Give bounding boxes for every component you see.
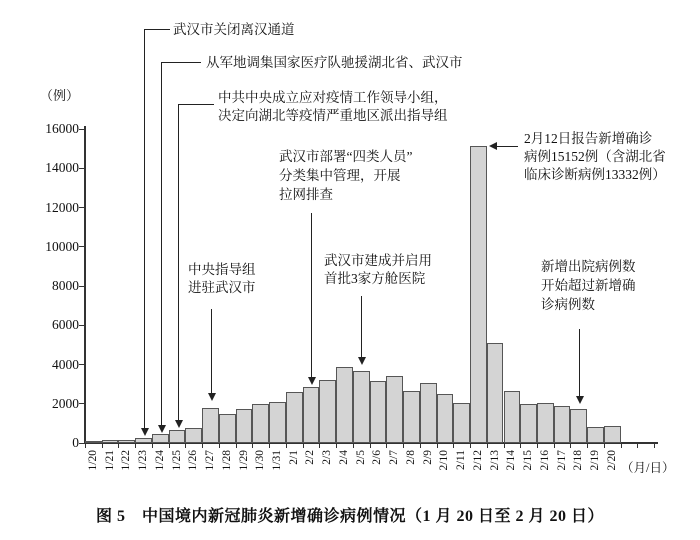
- bar-2/17: [554, 406, 571, 443]
- y-tick-label: 10000: [45, 238, 79, 254]
- x-tick-label-1/20: 1/20: [86, 450, 99, 471]
- x-tick-mark: [236, 443, 237, 448]
- annotation-connector-line: [361, 296, 362, 357]
- bar-2/5: [353, 371, 370, 443]
- x-tick-label-2/11: 2/11: [455, 450, 468, 471]
- bar-1/23: [135, 438, 152, 443]
- x-tick-mark: [353, 443, 354, 448]
- y-tick-label: 12000: [45, 199, 79, 215]
- x-tick-mark: [487, 443, 488, 448]
- x-tick-label-1/26: 1/26: [187, 450, 200, 471]
- x-tick-mark: [169, 443, 170, 448]
- x-tick-label-2/8: 2/8: [404, 450, 417, 465]
- bar-2/13: [487, 343, 504, 443]
- x-tick-label-2/15: 2/15: [522, 450, 535, 471]
- x-tick-label-1/23: 1/23: [137, 450, 150, 471]
- x-tick-mark: [470, 443, 471, 448]
- x-tick-mark: [621, 443, 622, 448]
- annotation-four-categories: 武汉市部署“四类人员” 分类集中管理，开展 拉网排查: [279, 149, 413, 202]
- figure-caption: 图 5 中国境内新冠肺炎新增确诊病例情况（1 月 20 日至 2 月 20 日）: [95, 508, 604, 525]
- x-tick-mark: [135, 443, 136, 448]
- x-tick-mark: [520, 443, 521, 448]
- x-tick-mark: [85, 443, 86, 448]
- annotation-medical-teams: 从军地调集国家医疗队驰援湖北省、武汉市: [206, 55, 463, 70]
- annotation-wuhan-lockdown: 武汉市关闭离汉通道: [173, 22, 295, 37]
- annotation-connector-line: [161, 62, 201, 63]
- x-tick-label-1/25: 1/25: [170, 450, 183, 471]
- y-tick-label: 0: [72, 435, 79, 450]
- x-tick-label-2/3: 2/3: [321, 450, 334, 465]
- bar-1/22: [118, 440, 135, 443]
- x-tick-label-2/14: 2/14: [505, 450, 518, 471]
- x-tick-label-1/24: 1/24: [153, 450, 166, 471]
- x-tick-label-1/28: 1/28: [220, 450, 233, 471]
- x-tick-mark: [437, 443, 438, 448]
- x-tick-mark: [252, 443, 253, 448]
- x-tick-mark: [370, 443, 371, 448]
- bar-2/16: [537, 403, 554, 443]
- bar-1/21: [102, 440, 119, 443]
- y-tick-label: 4000: [52, 356, 79, 372]
- x-tick-label-1/27: 1/27: [204, 450, 217, 471]
- bar-2/18: [570, 409, 587, 443]
- x-tick-mark: [654, 443, 655, 448]
- x-tick-label-1/21: 1/21: [103, 450, 116, 471]
- bar-1/28: [219, 414, 236, 443]
- x-tick-mark: [386, 443, 387, 448]
- x-tick-label-2/16: 2/16: [538, 450, 551, 471]
- x-tick-mark: [403, 443, 404, 448]
- arrow-down-icon: [576, 396, 584, 404]
- bar-2/8: [403, 391, 420, 443]
- x-tick-mark: [102, 443, 103, 448]
- x-tick-label-2/2: 2/2: [304, 450, 317, 465]
- annotation-discharges-exceed: 新增出院病例数 开始超过新增确 诊病例数: [541, 259, 636, 312]
- annotation-central-guidance-group: 中央指导组 进驻武汉市: [188, 262, 256, 295]
- x-tick-mark: [637, 443, 638, 448]
- y-tick-mark: [79, 168, 85, 169]
- annotation-connector-line: [311, 213, 312, 377]
- bar-2/6: [370, 381, 387, 443]
- y-tick-label: 6000: [52, 317, 79, 333]
- y-tick-label: 2000: [52, 395, 79, 411]
- annotation-feb12-peak: 2月12日报告新增确诊 病例15152例（含湖北省 临床诊断病例13332例）: [524, 131, 666, 182]
- bar-2/10: [437, 394, 454, 443]
- annotation-connector-line: [144, 29, 170, 30]
- y-tick-mark: [79, 286, 85, 287]
- bar-2/4: [336, 367, 353, 443]
- arrow-down-icon: [158, 425, 166, 433]
- y-tick-mark: [79, 129, 85, 130]
- bar-2/11: [453, 403, 470, 443]
- y-tick-mark: [79, 246, 85, 247]
- annotation-connector-line: [161, 62, 162, 425]
- y-tick-label: 16000: [45, 121, 79, 136]
- x-tick-mark: [202, 443, 203, 448]
- y-tick-mark: [79, 403, 85, 404]
- bar-1/25: [169, 430, 186, 444]
- x-tick-mark: [219, 443, 220, 448]
- bar-2/14: [504, 391, 521, 443]
- x-tick-mark: [587, 443, 588, 448]
- x-tick-label-1/29: 1/29: [237, 450, 250, 471]
- bar-2/9: [420, 383, 437, 443]
- y-tick-label: 8000: [52, 278, 79, 293]
- x-tick-label-2/1: 2/1: [287, 450, 300, 465]
- bar-1/27: [202, 408, 219, 443]
- x-axis-unit-label: （月/日）: [621, 461, 675, 475]
- x-tick-mark: [504, 443, 505, 448]
- x-tick-label-2/19: 2/19: [589, 450, 602, 471]
- x-tick-mark: [554, 443, 555, 448]
- annotation-connector-line: [178, 104, 179, 420]
- bar-2/2: [303, 387, 320, 443]
- bar-1/26: [185, 428, 202, 443]
- x-tick-mark: [319, 443, 320, 448]
- bar-2/3: [319, 380, 336, 443]
- x-tick-mark: [336, 443, 337, 448]
- x-tick-mark: [453, 443, 454, 448]
- x-tick-label-2/13: 2/13: [488, 450, 501, 471]
- arrow-left-icon: [489, 142, 497, 150]
- x-tick-label-2/12: 2/12: [471, 450, 484, 471]
- bar-2/7: [386, 376, 403, 443]
- y-axis-unit-label: （例）: [40, 88, 80, 103]
- y-tick-mark: [79, 325, 85, 326]
- bar-2/19: [587, 427, 604, 443]
- x-tick-mark: [185, 443, 186, 448]
- bar-2/12: [470, 146, 487, 443]
- x-tick-mark: [286, 443, 287, 448]
- arrow-down-icon: [141, 428, 149, 436]
- x-tick-label-2/10: 2/10: [438, 450, 451, 471]
- arrow-down-icon: [175, 420, 183, 428]
- x-tick-mark: [269, 443, 270, 448]
- bar-1/20: [85, 441, 102, 443]
- y-tick-label: 14000: [45, 160, 79, 176]
- x-tick-label-2/7: 2/7: [388, 450, 401, 465]
- x-tick-label-1/31: 1/31: [271, 450, 283, 471]
- arrow-down-icon: [208, 393, 216, 401]
- bar-1/24: [152, 434, 169, 443]
- x-tick-label-2/20: 2/20: [605, 450, 618, 471]
- x-tick-label-1/30: 1/30: [254, 450, 267, 471]
- x-tick-mark: [604, 443, 605, 448]
- arrow-down-icon: [358, 357, 366, 365]
- x-tick-mark: [303, 443, 304, 448]
- bar-1/31: [269, 402, 286, 443]
- annotation-connector-line: [497, 146, 518, 147]
- x-tick-mark: [537, 443, 538, 448]
- bar-1/29: [236, 409, 253, 443]
- annotation-fangcang-hospitals: 武汉市建成并启用 首批3家方舱医院: [324, 253, 432, 286]
- arrow-down-icon: [308, 377, 316, 385]
- annotation-connector-line: [211, 309, 212, 393]
- x-tick-label-2/4: 2/4: [337, 450, 350, 465]
- y-axis-line: [84, 126, 86, 443]
- bar-2/20: [604, 426, 621, 443]
- annotation-leading-group: 中共中央成立应对疫情工作领导小组， 决定向湖北等疫情严重地区派出指导组: [218, 90, 448, 123]
- x-tick-label-2/5: 2/5: [354, 450, 367, 465]
- x-tick-label-2/17: 2/17: [555, 450, 568, 471]
- y-tick-mark: [79, 364, 85, 365]
- bar-2/1: [286, 392, 303, 443]
- x-tick-mark: [570, 443, 571, 448]
- y-tick-mark: [79, 207, 85, 208]
- annotation-connector-line: [579, 329, 580, 396]
- x-tick-label-1/22: 1/22: [120, 450, 133, 471]
- annotation-connector-line: [144, 29, 145, 428]
- x-tick-mark: [152, 443, 153, 448]
- x-tick-mark: [420, 443, 421, 448]
- annotation-connector-line: [178, 104, 214, 105]
- x-tick-label-2/6: 2/6: [371, 450, 384, 465]
- bar-2/15: [520, 404, 537, 443]
- x-tick-label-2/9: 2/9: [421, 450, 434, 465]
- bar-1/30: [252, 404, 269, 443]
- x-tick-label-2/18: 2/18: [572, 450, 585, 471]
- x-tick-mark: [118, 443, 119, 448]
